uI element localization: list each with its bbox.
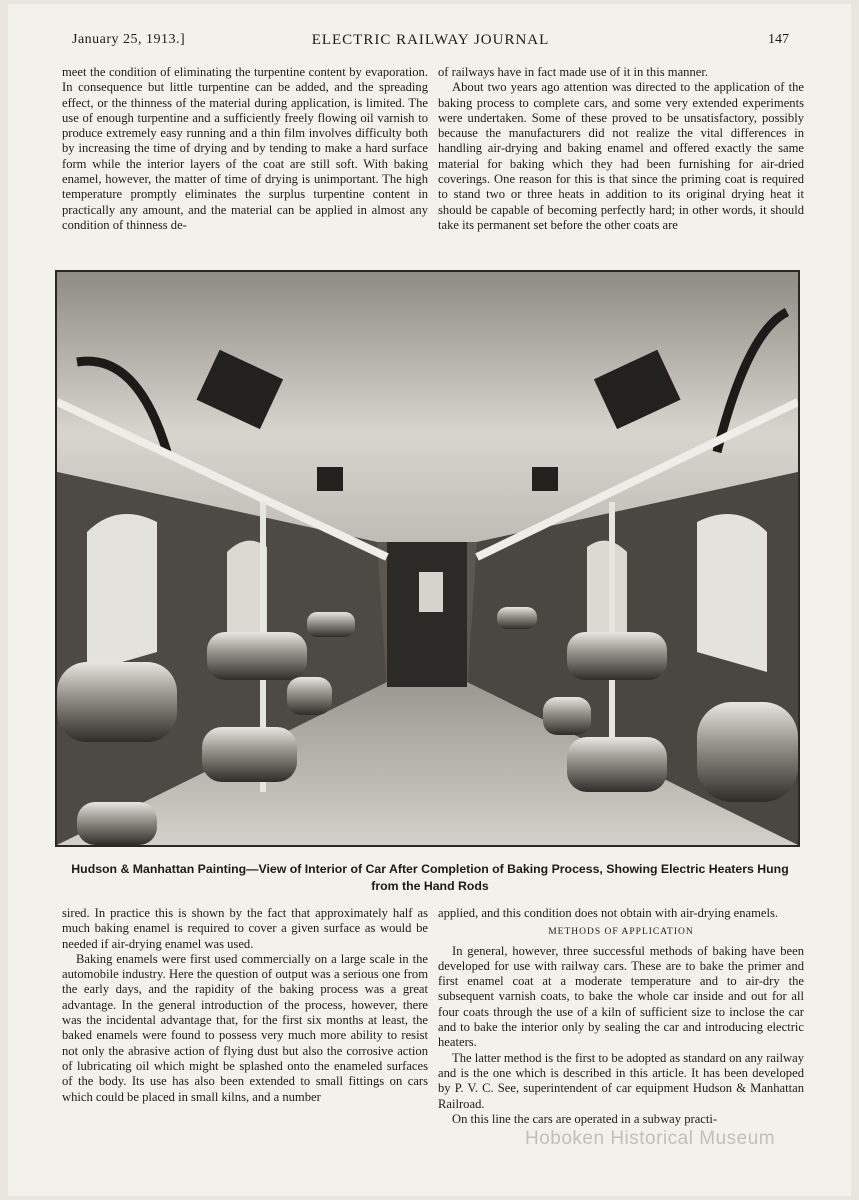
paragraph: applied, and this condition does not obtain with air-drying enamels.	[438, 906, 779, 920]
paragraph: In general, however, three successful methods of baking have been developed for use with railway cars. These are to bake the primer and first enamel coat at a moderate temperature and to air-dry the subsequent varnish coats, to bake the whole car inside and out for all four coats through the use of a kiln of sufficient size to inclose the car and to bake the interior only by sealing the car and introducing electric heaters.	[438, 943, 804, 1050]
header-date: January 25, 1913.]	[72, 32, 186, 47]
museum-watermark: Hoboken Historical Museum	[525, 1128, 776, 1149]
top-right-column	[438, 65, 804, 233]
top-left-column	[62, 65, 428, 233]
bottom-left-column	[62, 906, 428, 1105]
paragraph: Baking enamels were first used commercially on a large scale in the automobile industry. Here the question of output was a serious one from the early days, and the rapidity of the baking process was a great advantage. In the general introduction of the process, however, there was the incidental advantage that, for the first six months at least, the baked enamels were found to possess very much more ability to resist not only the abrasive action of flying dust but also the corrosive action of lubricating oil which might be splashed onto the enameled surfaces of the body. Its use has also been extended to small fittings on cars which could be placed in small kilns, and a number	[62, 951, 428, 1104]
paragraph: of railways have in fact made use of it in this manner.	[438, 65, 708, 79]
header-page-number: 147	[768, 32, 789, 47]
paragraph: The latter method is the first to be adopted as standard on any railway and is the one which is described in this article. It has been developed by P. V. C. See, superintendent of car equipment Hudson & Manhattan Railroad.	[438, 1050, 804, 1111]
paragraph: meet the condition of eliminating the turpentine content by evaporation. In consequence but little turpentine can be added, and the spreading effect, or the thinness of the material during application, is limited. The use of enough turpentine and a sufficiently freely flowing oil varnish to produce extremely easy running and a thin film involves difficulty both by increasing the time of drying and by tending to make a hard surface form while the interior layers of the coat are still soft. With baking enamel, however, the matter of time of drying is unimportant. The high temperature promptly eliminates the surplus turpentine content in practically any amount, and the material can be applied in almost any condition of thinness de-	[62, 65, 428, 232]
header-journal-title: ELECTRIC RAILWAY JOURNAL	[311, 32, 550, 48]
photo-car-interior	[55, 270, 800, 847]
running-header	[72, 32, 789, 52]
paragraph: sired. In practice this is shown by the fact that approximately half as much baking enamel is required to cover a given surface as would be needed if air-drying enamel was used.	[62, 906, 428, 951]
car-interior-illustration	[57, 272, 798, 845]
figure-caption: Hudson & Manhattan Painting—View of Interior of Car After Completion of Baking Process, Showing Electric Heaters Hung from the Hand Rods	[71, 862, 789, 893]
paragraph: On this line the cars are operated in a subway practi-	[452, 1111, 718, 1126]
bottom-right-column	[438, 906, 804, 1127]
section-subheading: METHODS OF APPLICATION	[548, 927, 694, 938]
paragraph: About two years ago attention was directed to the application of the baking process to complete cars, and some very extended experiments were undertaken. Some of these proved to be unsatisfactory, possibly because the manufacturers did not realize the vital differences in handling air-drying and baking enamel and offered exactly the same material for baking which they had been furnishing for air-dried coverings. One reason for this is that since the priming coat is required to stand two or three heats in addition to its original drying heat it should be capable of becoming perfectly hard; in other words, it should take its permanent set before the other coats are	[438, 80, 804, 232]
